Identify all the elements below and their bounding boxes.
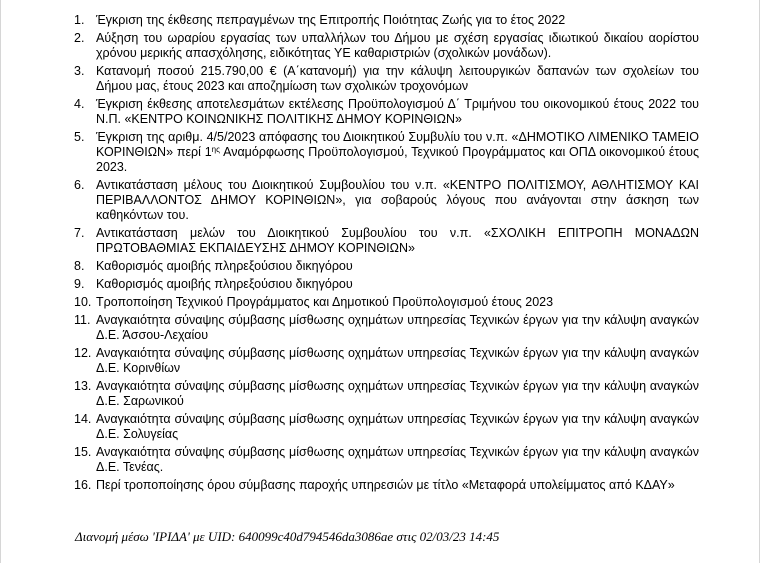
item-number: 11. [74,313,91,327]
agenda-item [74,313,699,343]
item-number: 1. [74,13,85,27]
item-text: Καθορισμός αμοιβής πληρεξούσιου δικηγόρου [96,277,353,291]
agenda-item [74,478,699,493]
agenda-item [74,226,699,256]
item-number: 8. [74,259,85,273]
distribution-note: Διανομή μέσω 'ΙΡΙΔΑ' με UID: 640099c40d794546da3086ae στις 02/03/23 14:45 [75,529,500,544]
item-text: Έγκριση έκθεσης αποτελεσμάτων εκτέλεσης Προϋπολογισμού Δ΄ Τριμήνου του οικονομικού έτους 2022 του Ν.Π. «ΚΕΝΤΡΟ ΚΟΙΝΩΝΙΚΗΣ ΠΟΛΙΤΙΚΗΣ ΔΗΜΟΥ ΚΟΡΙΝΘΙΩΝ» [96,97,699,126]
item-text: Αναγκαιότητα σύναψης σύμβασης μίσθωσης οχημάτων υπηρεσίας Τεχνικών έργων για την κάλυψη αναγκών Δ.Ε. Άσσου-Λεχαίου [96,313,699,342]
item-text: Κατανομή ποσού 215.790,00 € (Α΄κατανομή) για την κάλυψη λειτουργικών δαπανών των σχολείων του Δήμου μας, έτους 2023 και αποζημίωση των σχολικών τροχονόμων [96,64,699,93]
agenda-item [74,295,699,310]
item-text: Αντικατάσταση μέλους του Διοικητικού Συμβουλίου του ν.π. «ΚΕΝΤΡΟ ΠΟΛΙΤΙΣΜΟΥ, ΑΘΛΗΤΙΣΜΟΥ ΚΑΙ ΠΕΡΙΒΑΛΛΟΝΤΟΣ ΔΗΜΟΥ ΚΟΡΙΝΘΙΩΝ», για σοβαρούς λόγους που ανάγονται στην άσκηση των καθηκόντων του. [96,178,699,222]
item-text-before: Έγκριση της αριθμ. 4/5/2023 απόφασης του Διοικητικού Συμβυλίυ του ν.π. «ΔΗΜΟΤΙΚΟ ΛΙΜΕΝΙΚΟ ΤΑΜΕΙΟ ΚΟΡΙΝΘΙΩΝ» περί 1 [96,130,699,159]
item-number: 9. [74,277,85,291]
item-text: Περί τροποποίησης όρου σύμβασης παροχής υπηρεσιών με τίτλο «Μεταφορά υπολείμματος από ΚΔΑΥ» [96,478,675,492]
item-number: 10. [74,295,92,309]
agenda-item [74,346,699,376]
item-text: Αναγκαιότητα σύναψης σύμβασης μίσθωσης οχημάτων υπηρεσίας Τεχνικών έργων για την κάλυψη αναγκών Δ.Ε. Κορινθίων [96,346,699,375]
agenda-item [74,445,699,475]
agenda-item [74,13,699,28]
agenda-item [74,178,699,223]
ordinal-suffix: ης [211,145,220,154]
agenda-item [74,97,699,127]
item-number: 13. [74,379,92,393]
agenda-item [74,412,699,442]
agenda-item [74,277,699,292]
item-number: 16. [74,478,92,492]
item-text [96,130,699,175]
item-text: Τροποποίηση Τεχνικού Προγράμματος και Δημοτικού Προϋπολογισμού έτους 2023 [96,295,554,309]
item-number: 15. [74,445,92,459]
item-number: 4. [74,97,85,111]
item-number: 3. [74,64,85,78]
item-number: 5. [74,130,85,144]
agenda-item [74,130,699,175]
agenda-item [74,259,699,274]
item-number: 12. [74,346,92,360]
agenda-item [74,64,699,94]
item-text: Αναγκαιότητα σύναψης σύμβασης μίσθωσης οχημάτων υπηρεσίας Τεχνικών έργων για την κάλυψη αναγκών Δ.Ε. Σαρωνικού [96,379,699,408]
item-text-after: Αναμόρφωσης Προϋπολογισμού, Τεχνικού Προγράμματος και ΟΠΔ οικονομικού έτους 2023. [96,145,700,174]
item-number: 7. [74,226,85,240]
agenda-item [74,31,699,61]
item-number: 14. [74,412,92,426]
agenda-list [74,13,699,496]
agenda-item [74,379,699,409]
item-number: 2. [74,31,85,45]
item-text: Καθορισμός αμοιβής πληρεξούσιου δικηγόρου [96,259,353,273]
item-text: Έγκριση της έκθεσης πεπραγμένων της Επιτροπής Ποιότητας Ζωής για το έτος 2022 [96,13,566,27]
item-text: Αύξηση του ωραρίου εργασίας των υπαλλήλων του Δήμου με σχέση εργασίας ιδιωτικού δικαίου αορίστου χρόνου μερικής απασχόλησης, ειδικότητας ΥΕ καθαριστριών (σχολικών μονάδων). [96,31,699,60]
item-text: Αναγκαιότητα σύναψης σύμβασης μίσθωσης οχημάτων υπηρεσίας Τεχνικών έργων για την κάλυψη αναγκών Δ.Ε. Τενέας. [96,445,699,474]
item-number: 6. [74,178,85,192]
item-text: Αναγκαιότητα σύναψης σύμβασης μίσθωσης οχημάτων υπηρεσίας Τεχνικών έργων για την κάλυψη αναγκών Δ.Ε. Σολυγείας [96,412,699,441]
item-text: Αντικατάσταση μελών του Διοικητικού Συμβουλίου του ν.π. «ΣΧΟΛΙΚΗ ΕΠΙΤΡΟΠΗ ΜΟΝΑΔΩΝ ΠΡΩΤΟΒΑΘΜΙΑΣ ΕΚΠΑΙΔΕΥΣΗΣ ΔΗΜΟΥ ΚΟΡΙΝΘΙΩΝ» [96,226,699,255]
